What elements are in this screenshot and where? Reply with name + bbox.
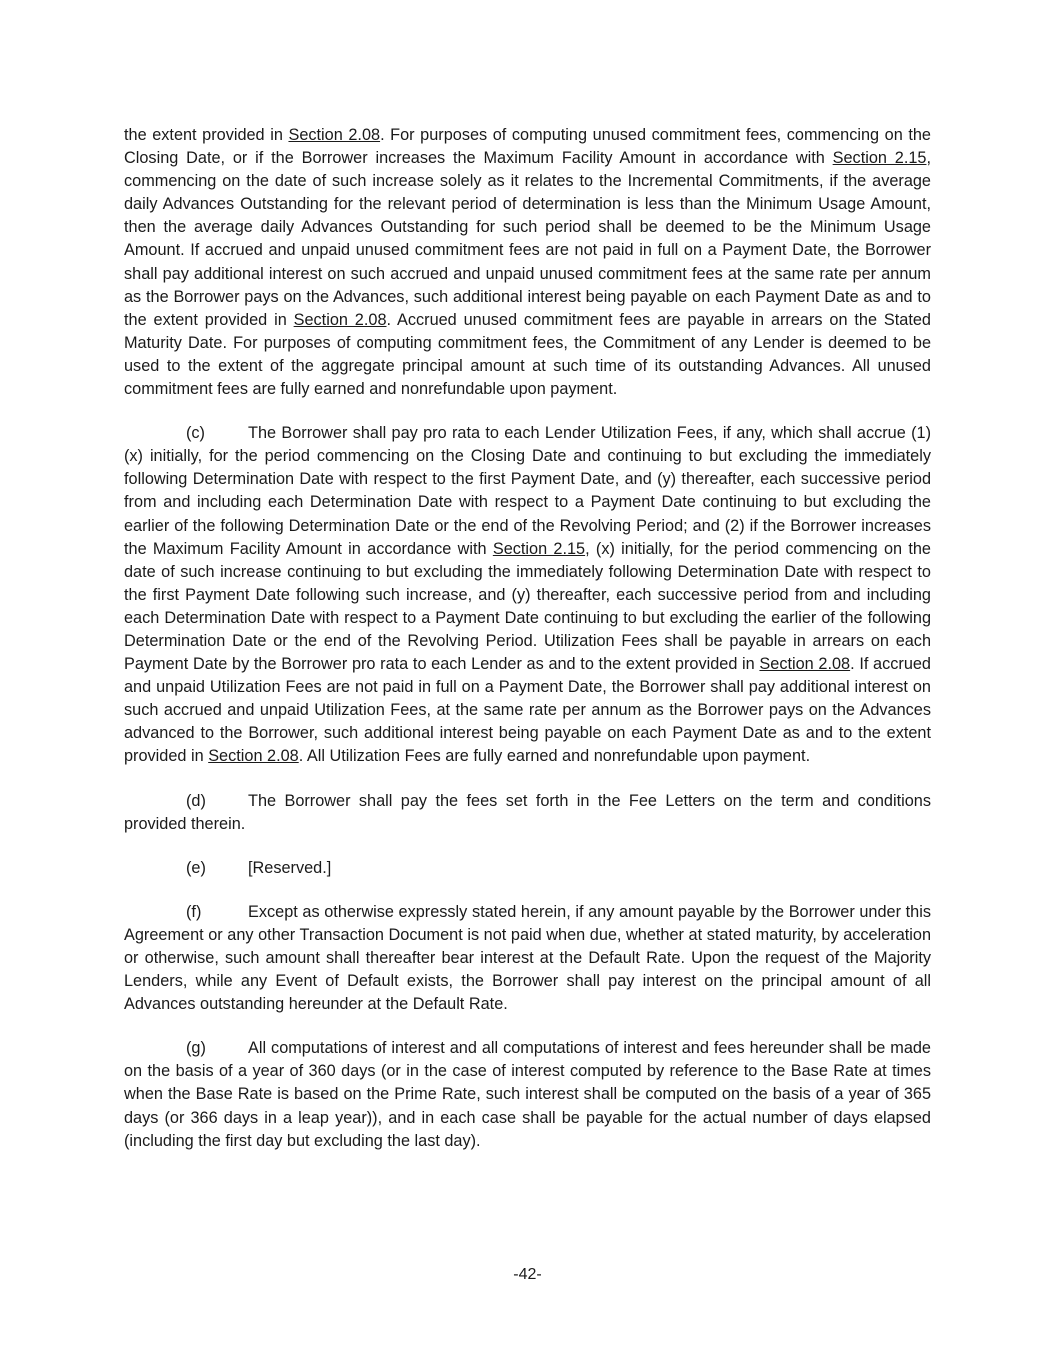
paragraph-text: the extent provided in <box>124 126 289 144</box>
page-number: -42- <box>513 1266 542 1283</box>
paragraph-text: All computations of interest and all computations of interest and fees hereunder shall be made on the basis of a year of 360 days (or in the case of interest computed by reference to the Base Rate at times when the Base Rate is based on the Prime Rate, such interest shall be computed on the basis of a year of 365 days (or 366 days in a leap year)), and in each case shall be payable for the actual number of days elapsed (including the first day but excluding the last day). <box>124 1039 931 1150</box>
paragraph-marker: (e) <box>186 858 206 877</box>
section-reference: Section 2.08 <box>208 747 299 766</box>
paragraph-text: , (x) initially, for the period commencing on the date of such increase continuing to but excluding the immediately following Determination Date with respect to the first Payment Date following such increase, and (y) thereafter, each successive period from and including each Determination Date with respect to a Payment Date continuing to but excluding the earlier of the following Determination Date or the end of the Revolving Period. Utilization Fees shall be payable in arrears on each Payment Date by the Borrower pro rata to each Lender as and to the extent provided in <box>124 539 931 674</box>
paragraph-text: Except as otherwise expressly stated herein, if any amount payable by the Borrower under this Agreement or any other Transaction Document is not paid when due, whether at stated maturity, by acceleration or otherwise, such amount shall thereafter bear interest at the Default Rate. Upon the request of the Majority Lenders, while any Event of Default exists, the Borrower shall pay interest on the principal amount of all Advances outstanding hereunder at the Default Rate. <box>124 902 931 1014</box>
section-reference: Section 2.08 <box>759 655 851 674</box>
section-reference: Section 2.08 <box>288 126 381 144</box>
paragraph-text: , commencing on the date of such increase solely as it relates to the Incremental Commitments, if the average daily Advances Outstanding for the relevant period of determination is less than the Minimum Usage Amount, then the average daily Advances Outstanding for such period shall be deemed to be the Minimum Usage Amount. If accrued and unpaid unused commitment fees are not paid in full on a Payment Date, the Borrower shall pay additional interest on such accrued and unpaid unused commitment fees at the same rate per annum as the Borrower pays on the Advances, such additional interest being payable on each Payment Date as and to the extent provided in <box>124 149 931 329</box>
paragraph-marker: (d) <box>186 791 206 810</box>
paragraph-c <box>124 422 931 768</box>
paragraph-b-cont <box>124 124 931 401</box>
paragraph-marker: (f) <box>186 902 202 921</box>
paragraph-f <box>124 901 931 1016</box>
document-body <box>124 124 931 1174</box>
paragraph-d <box>124 790 931 836</box>
paragraph-text: . If accrued and unpaid Utilization Fees are not paid in full on a Payment Date, the Borrower shall pay additional interest on such accrued and unpaid Utilization Fees, at the same rate per annum as the Borrower pays on the Advances advanced to the Borrower, such additional interest being payable on each Payment Date as and to the extent provided in <box>124 655 931 766</box>
paragraph-e <box>124 857 931 880</box>
paragraph-marker: (g) <box>186 1039 206 1058</box>
paragraph-text: . For purposes of computing unused commitment fees, commencing on the Closing Date, or if the Borrower increases the Maximum Facility Amount in accordance with <box>124 126 931 168</box>
paragraph-g <box>124 1037 931 1152</box>
paragraph-text: . All Utilization Fees are fully earned and nonrefundable upon payment. <box>298 747 811 766</box>
paragraph-text: The Borrower shall pay the fees set forth in the Fee Letters on the term and conditions provided therein. <box>124 791 931 833</box>
paragraph-marker: (c) <box>186 424 205 443</box>
paragraph-text: The Borrower shall pay pro rata to each Lender Utilization Fees, if any, which shall accrue (1) (x) initially, for the period commencing on the Closing Date and continuing to but excluding the immediately following Determination Date with respect to the first Payment Date, and (y) thereafter, each successive period from and including each Determination Date with respect to a Payment Date continuing to but excluding the earlier of the following Determination Date or the end of the Revolving Period; and (2) if the Borrower increases the Maximum Facility Amount in accordance with <box>124 424 931 558</box>
section-reference: Section 2.15 <box>492 539 586 558</box>
section-reference: Section 2.15 <box>832 149 927 168</box>
section-reference: Section 2.08 <box>293 310 387 329</box>
paragraph-text: [Reserved.] <box>248 858 332 877</box>
paragraph-text: . Accrued unused commitment fees are payable in arrears on the Stated Maturity Date. For purposes of computing commitment fees, the Commitment of any Lender is deemed to be used to the extent of the aggregate principal amount at such time of its outstanding Advances. All unused commitment fees are fully earned and nonrefundable upon payment. <box>124 310 931 399</box>
